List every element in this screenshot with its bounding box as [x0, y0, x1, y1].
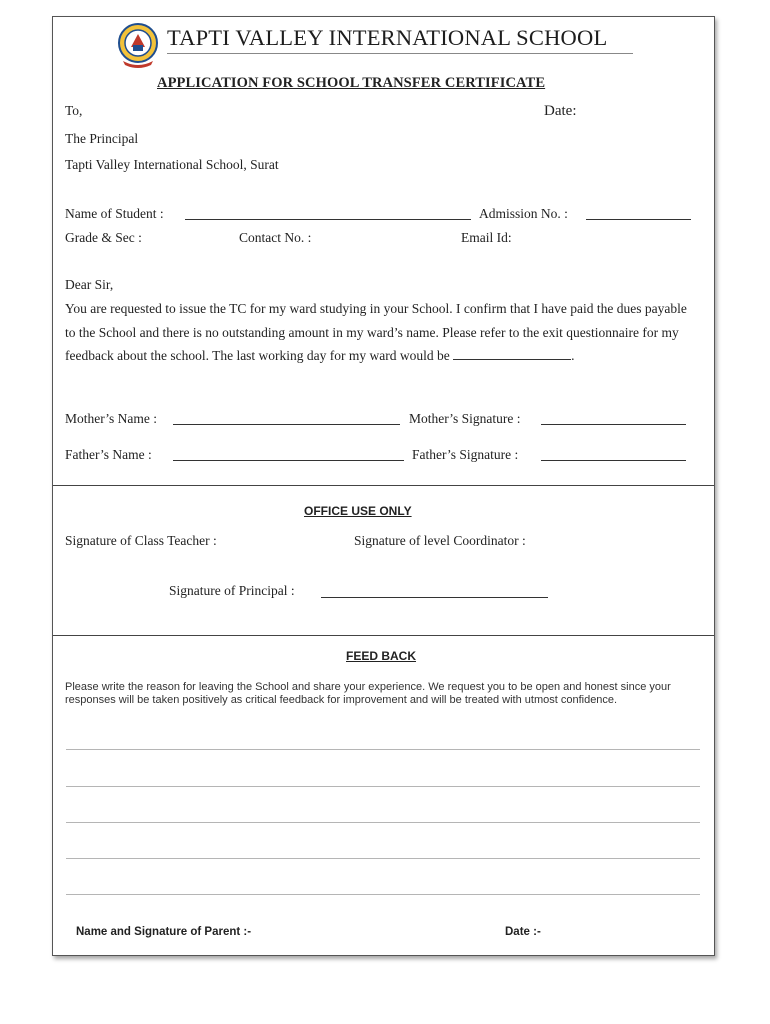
to-label: To, — [65, 103, 83, 118]
section-divider — [53, 485, 714, 486]
parent-signature-label: Name and Signature of Parent :- — [76, 926, 252, 938]
mother-name-field[interactable] — [173, 424, 400, 425]
date-label: Date: — [544, 103, 577, 119]
admission-no-label: Admission No. : — [479, 206, 568, 221]
father-name-label: Father’s Name : — [65, 447, 152, 462]
application-form-sheet — [52, 16, 715, 956]
request-body-text: You are requested to issue the TC for my ward studying in your School. I confirm that I have paid the dues payable to the School and there is no outstanding amount in my ward’s name. Please refer to the exit questionnaire for my feedback about the school. The last working day for my ward would be — [65, 301, 687, 363]
request-body-end: . — [571, 348, 575, 363]
father-name-field[interactable] — [173, 460, 404, 461]
recipient-label: The Principal — [65, 131, 139, 146]
father-signature-label: Father’s Signature : — [412, 447, 519, 462]
feedback-line[interactable] — [66, 858, 700, 859]
class-teacher-signature-label: Signature of Class Teacher : — [65, 533, 217, 548]
school-address: Tapti Valley International School, Surat — [65, 157, 279, 172]
admission-no-field[interactable] — [586, 219, 691, 220]
last-working-day-field[interactable] — [453, 345, 571, 360]
feedback-line[interactable] — [66, 822, 700, 823]
school-crest-logo-icon — [115, 21, 161, 71]
email-id-label: Email Id: — [461, 230, 512, 245]
grade-section-label: Grade & Sec : — [65, 230, 142, 245]
feedback-title: FEED BACK — [346, 649, 417, 663]
school-name: TAPTI VALLEY INTERNATIONAL SCHOOL — [167, 25, 608, 50]
office-use-title: OFFICE USE ONLY — [304, 504, 412, 518]
principal-signature-label: Signature of Principal : — [169, 583, 295, 598]
request-paragraph — [65, 297, 695, 368]
feedback-line[interactable] — [66, 749, 700, 750]
father-signature-field[interactable] — [541, 460, 686, 461]
school-name-underline — [167, 53, 633, 54]
feedback-line[interactable] — [66, 786, 700, 787]
student-name-label: Name of Student : — [65, 206, 164, 221]
feedback-instructions: Please write the reason for leaving the School and share your experience. We request you to be open and honest since your responses will be taken positively as critical feedback for improvement and will be treated with utmost confidence. — [65, 681, 671, 706]
section-divider — [53, 635, 714, 636]
feedback-line[interactable] — [66, 894, 700, 895]
coordinator-signature-label: Signature of level Coordinator : — [354, 533, 526, 548]
salutation: Dear Sir, — [65, 277, 114, 292]
form-title: APPLICATION FOR SCHOOL TRANSFER CERTIFICATE — [157, 75, 546, 91]
feedback-date-label: Date :- — [505, 926, 541, 938]
principal-signature-field[interactable] — [321, 597, 548, 598]
mother-signature-label: Mother’s Signature : — [409, 411, 521, 426]
student-name-field[interactable] — [185, 219, 471, 220]
mother-signature-field[interactable] — [541, 424, 686, 425]
mother-name-label: Mother’s Name : — [65, 411, 157, 426]
contact-no-label: Contact No. : — [239, 230, 312, 245]
